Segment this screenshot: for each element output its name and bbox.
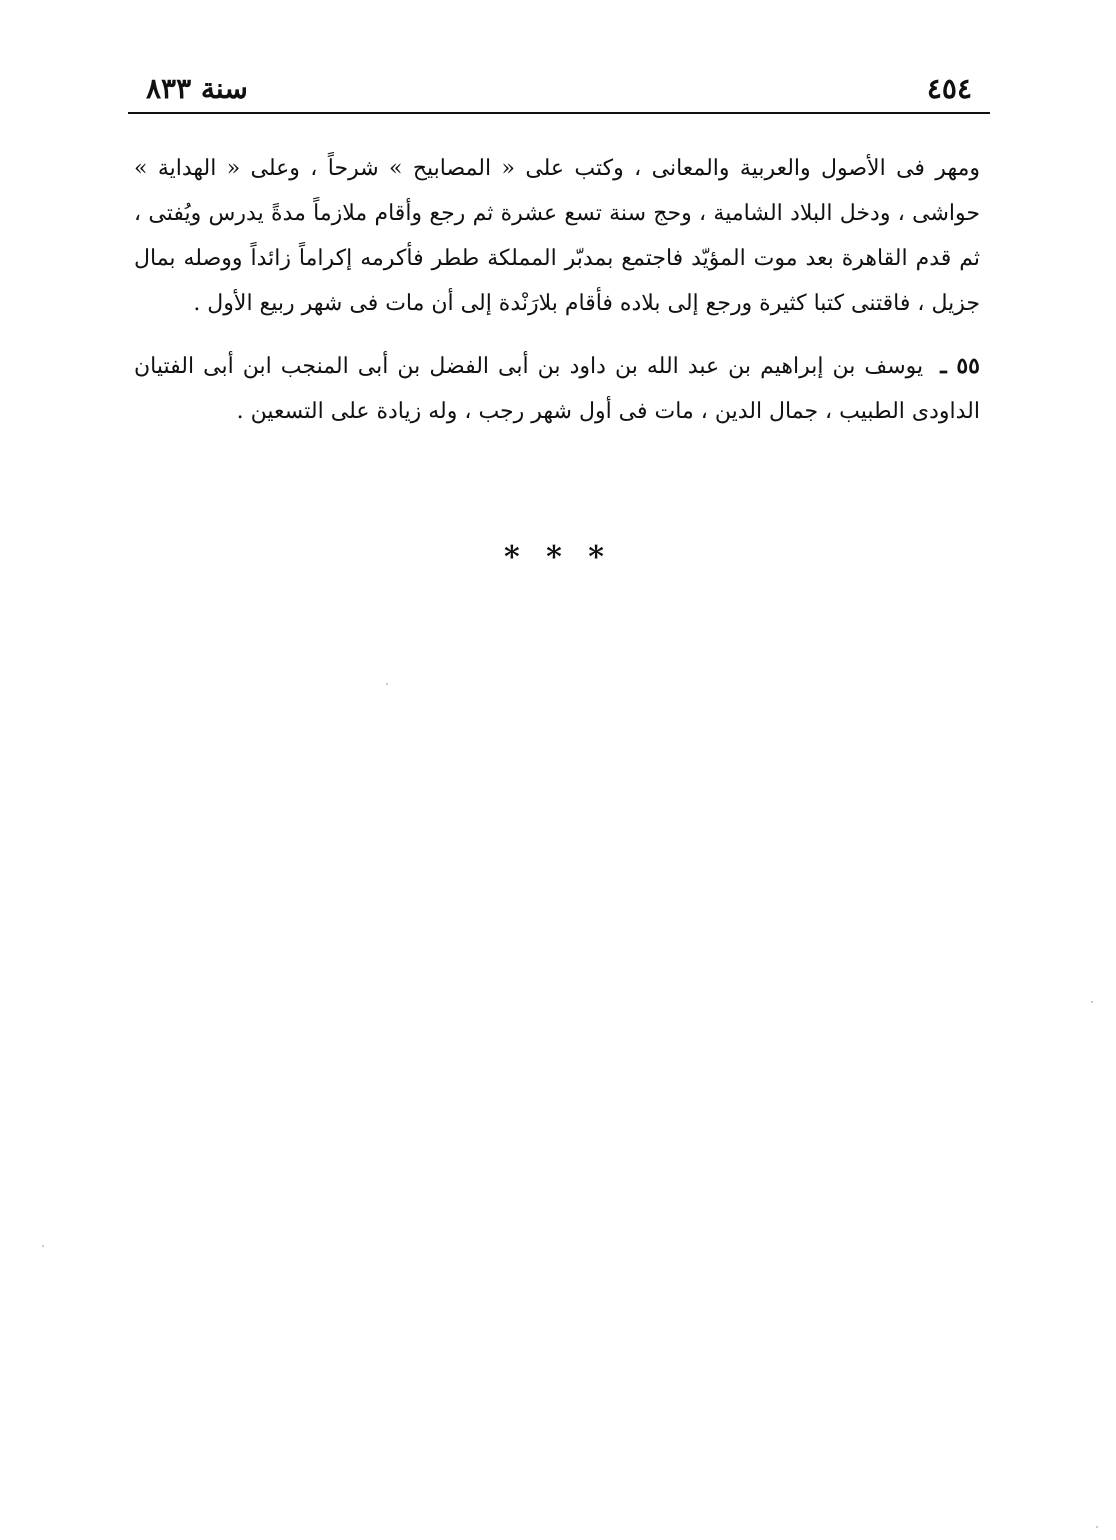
main-text	[134, 146, 980, 434]
entry-number: ٥٥ ـ	[940, 353, 980, 379]
biography-entry-55	[134, 344, 980, 434]
year-heading: سنة ٨٣٣	[146, 72, 248, 105]
running-head	[128, 62, 990, 114]
paragraph-text: يوسف بن إبراهيم بن عبد الله بن داود بن أبى الفضل بن أبى المنجب ابن أبى الفتيان الداودى الطبيب ، جمال الدين ، مات فى أول شهر رجب ، وله زيادة على التسعين .	[134, 354, 980, 424]
biography-continuation	[134, 146, 980, 326]
section-divider: * * *	[504, 540, 612, 575]
page-number: ٤٥٤	[926, 72, 972, 105]
scan-speck	[1096, 1526, 1098, 1528]
paragraph-text: ومهر فى الأصول والعربية والمعانى ، وكتب على « المصابيح » شرحاً ، وعلى « الهداية » حواشى ، ودخل البلاد الشامية ، وحج سنة تسع عشرة ثم رجع وأقام ملازماً مدةً يدرس ويُفتى ، ثم قدم القاهرة بعد موت المؤيّد فاجتمع بمدبّر المملكة ططر فأكرمه إكراماً زائداً ووصله بمال جزيل ، فاقتنى كتبا كثيرة ورجع إلى بلاده فأقام بلارَنْدة إلى أن مات فى شهر ربيع الأول .	[134, 156, 980, 316]
scan-speck	[42, 1245, 44, 1247]
scan-speck	[1091, 1001, 1093, 1003]
scan-speck	[386, 683, 388, 685]
